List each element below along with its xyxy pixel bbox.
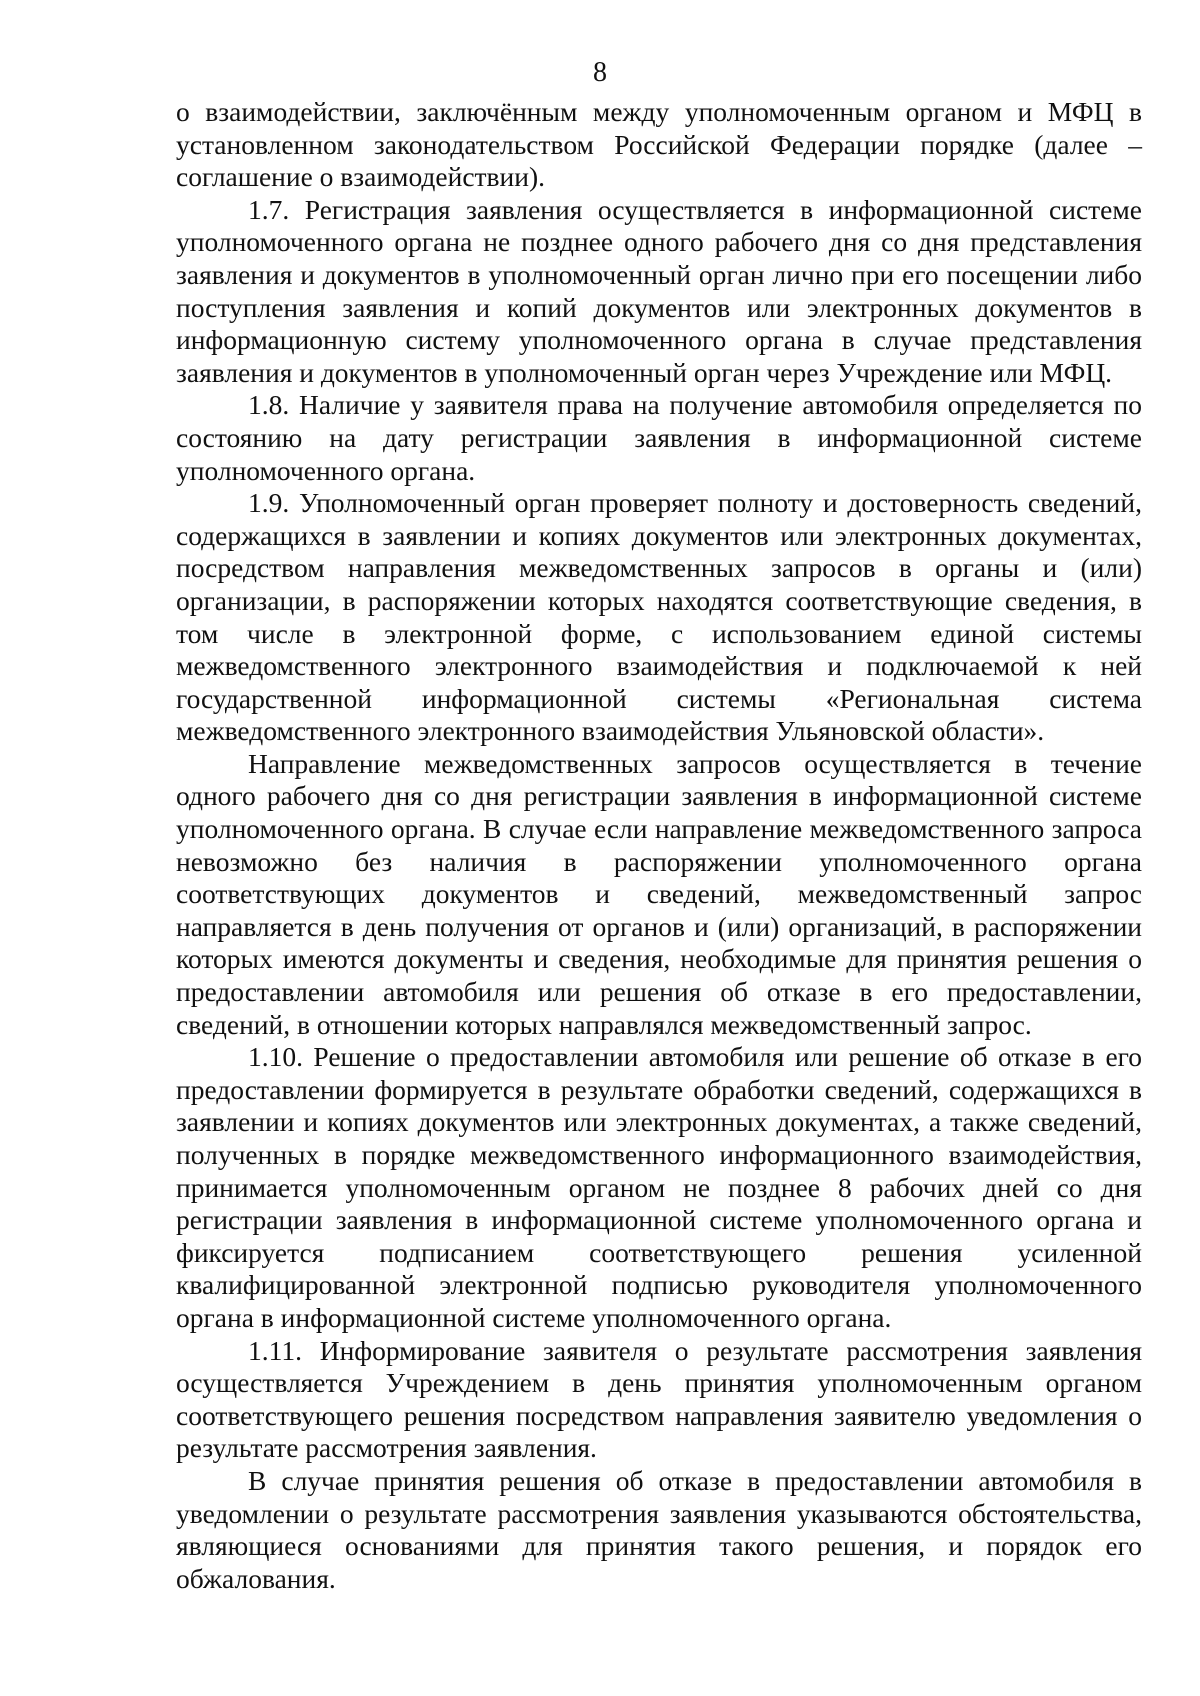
paragraph-1-7: 1.7. Регистрация заявления осуществляется в информационной системе уполномоченного органа не позднее одного рабочего дня со дня представления заявления и документов в уполномоченный орган лично при его посещении либо поступления заявления и копий документов или электронных документов в информационную систему уполномоченного органа в случае представления заявления и документов в уполномоченный орган через Учреждение или МФЦ. — [176, 193, 1142, 388]
paragraph-interagency-requests: Направление межведомственных запросов осуществляется в течение одного рабочего дня со дня регистрации заявления в информационной системе уполномоченного органа. В случае если направление межведомственного запроса невозможно без наличия в распоряжении уполномоченного органа соответствующих документов и сведений, межведомственный запрос направляется в день получения от органов и (или) организаций, в распоряжении которых имеются документы и сведения, необходимые для принятия решения о предоставлении автомобиля или решения об отказе в его предоставлении, сведений, в отношении которых направлялся межведомственный запрос. — [176, 747, 1142, 1040]
page-number: 8 — [593, 57, 607, 88]
paragraph-refusal-notice: В случае принятия решения об отказе в предоставлении автомобиля в уведомлении о результате рассмотрения заявления указываются обстоятельства, являющиеся основаниями для принятия такого решения, и порядок его обжалования. — [176, 1464, 1142, 1594]
paragraph-continuation: о взаимодействии, заключённым между уполномоченным органом и МФЦ в установленном законодательством Российской Федерации порядке (далее – соглашение о взаимодействии). — [176, 96, 1142, 193]
paragraph-1-11: 1.11. Информирование заявителя о результате рассмотрения заявления осуществляется Учреждением в день принятия уполномоченным органом соответствующего решения посредством направления заявителю уведомления о результате рассмотрения заявления. — [176, 1334, 1142, 1464]
document-body — [176, 96, 1142, 1595]
paragraph-1-9: 1.9. Уполномоченный орган проверяет полноту и достоверность сведений, содержащихся в заявлении и копиях документов или электронных документах, посредством направления межведомственных запросов в органы и (или) организации, в распоряжении которых находятся соответствующие сведения, в том числе в электронной форме, с использованием единой системы межведомственного электронного взаимодействия и подключаемой к ней государственной информационной системы «Региональная система межведомственного электронного взаимодействия Ульяновской области». — [176, 487, 1142, 747]
paragraph-1-8: 1.8. Наличие у заявителя права на получение автомобиля определяется по состоянию на дату регистрации заявления в информационной системе уполномоченного органа. — [176, 389, 1142, 486]
paragraph-1-10: 1.10. Решение о предоставлении автомобиля или решение об отказе в его предоставлении формируется в результате обработки сведений, содержащихся в заявлении и копиях документов или электронных документах, а также сведений, полученных в порядке межведомственного информационного взаимодействия, принимается уполномоченным органом не позднее 8 рабочих дней со дня регистрации заявления в информационной системе уполномоченного органа и фиксируется подписанием соответствующего решения усиленной квалифицированной электронной подписью руководителя уполномоченного органа в информационной системе уполномоченного органа. — [176, 1041, 1142, 1333]
